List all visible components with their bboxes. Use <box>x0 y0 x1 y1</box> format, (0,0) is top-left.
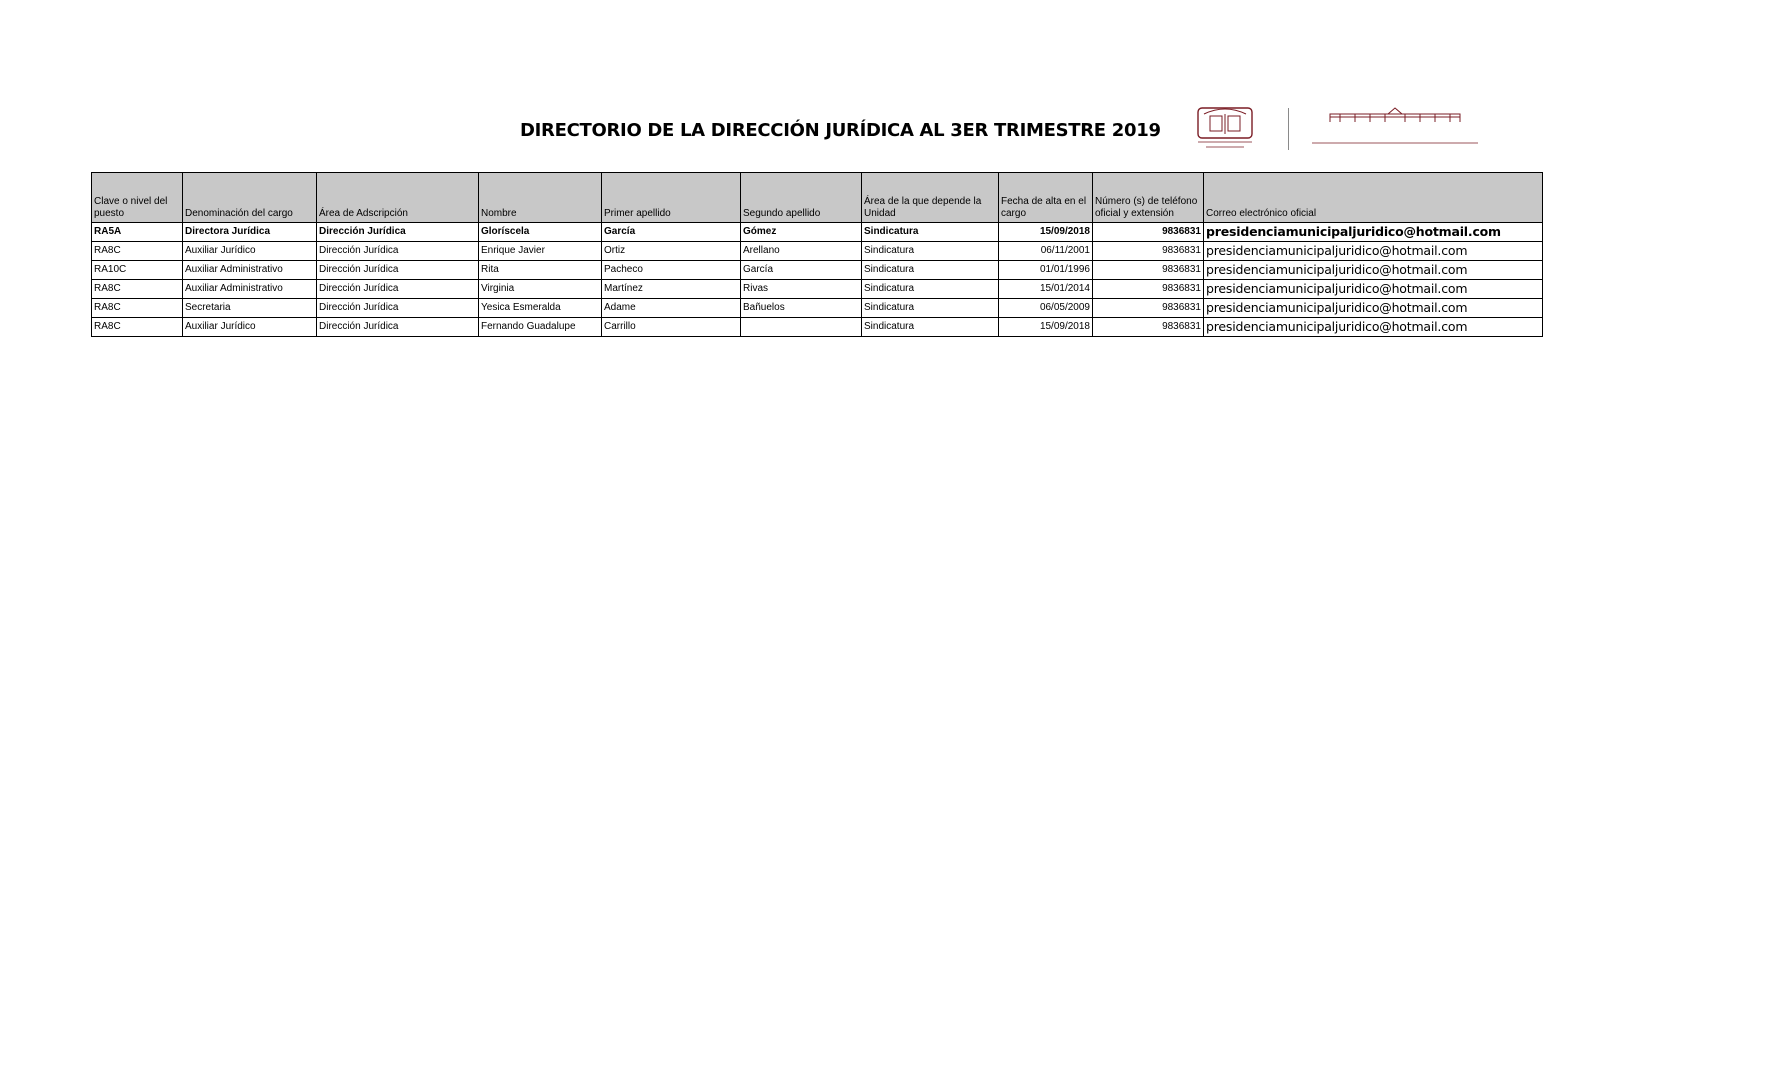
table-cell: Fernando Guadalupe <box>479 318 602 337</box>
table-cell: RA10C <box>92 261 183 280</box>
email-link[interactable]: presidenciamunicipaljuridico@hotmail.com <box>1204 318 1543 337</box>
table-cell: Dirección Jurídica <box>317 280 479 299</box>
table-cell <box>741 318 862 337</box>
table-cell: Sindicatura <box>862 299 999 318</box>
table-cell: 01/01/1996 <box>999 261 1093 280</box>
column-header: Número (s) de teléfono oficial y extensión <box>1093 173 1204 223</box>
table-cell: 9836831 <box>1093 242 1204 261</box>
email-link[interactable]: presidenciamunicipaljuridico@hotmail.com <box>1204 261 1543 280</box>
table-row <box>92 242 1543 261</box>
table-cell: Enrique Javier <box>479 242 602 261</box>
fresnillo-logo-icon <box>1310 106 1480 150</box>
table-cell: Bañuelos <box>741 299 862 318</box>
table-cell: 9836831 <box>1093 261 1204 280</box>
table-cell: García <box>602 223 741 242</box>
email-link[interactable]: presidenciamunicipaljuridico@hotmail.com <box>1204 242 1543 261</box>
table-cell: Pacheco <box>602 261 741 280</box>
column-header: Segundo apellido <box>741 173 862 223</box>
email-link[interactable]: presidenciamunicipaljuridico@hotmail.com <box>1204 280 1543 299</box>
table-cell: Sindicatura <box>862 318 999 337</box>
column-header: Nombre <box>479 173 602 223</box>
table-cell: 15/09/2018 <box>999 223 1093 242</box>
table-cell: Yesica Esmeralda <box>479 299 602 318</box>
table-cell: 06/11/2001 <box>999 242 1093 261</box>
table-cell: Ortiz <box>602 242 741 261</box>
column-header: Clave o nivel del puesto <box>92 173 183 223</box>
table-cell: Sindicatura <box>862 261 999 280</box>
table-cell: 9836831 <box>1093 299 1204 318</box>
table-cell: Auxiliar Jurídico <box>183 318 317 337</box>
table-cell: RA8C <box>92 242 183 261</box>
table-cell: Auxiliar Jurídico <box>183 242 317 261</box>
table-cell: RA8C <box>92 280 183 299</box>
table-cell: Gómez <box>741 223 862 242</box>
column-header: Primer apellido <box>602 173 741 223</box>
table-row <box>92 318 1543 337</box>
table-cell: 9836831 <box>1093 318 1204 337</box>
table-cell: 9836831 <box>1093 280 1204 299</box>
table-cell: Carrillo <box>602 318 741 337</box>
table-cell: 9836831 <box>1093 223 1204 242</box>
table-cell: 06/05/2009 <box>999 299 1093 318</box>
column-header: Área de la que depende la Unidad <box>862 173 999 223</box>
table-cell: 15/09/2018 <box>999 318 1093 337</box>
table-cell: Auxiliar Administrativo <box>183 280 317 299</box>
column-header: Denominación del cargo <box>183 173 317 223</box>
table-cell: Sindicatura <box>862 223 999 242</box>
column-header: Área de Adscripción <box>317 173 479 223</box>
directory-table <box>91 172 1543 337</box>
email-link[interactable]: presidenciamunicipaljuridico@hotmail.com <box>1204 299 1543 318</box>
logo-divider <box>1288 108 1289 150</box>
email-link[interactable]: presidenciamunicipaljuridico@hotmail.com <box>1204 223 1543 242</box>
table-cell: Dirección Jurídica <box>317 242 479 261</box>
table-cell: Arellano <box>741 242 862 261</box>
table-cell: Dirección Jurídica <box>317 261 479 280</box>
table-cell: García <box>741 261 862 280</box>
table-cell: Sindicatura <box>862 242 999 261</box>
table-row <box>92 299 1543 318</box>
table-cell: Dirección Jurídica <box>317 223 479 242</box>
table-row <box>92 261 1543 280</box>
table-cell: RA8C <box>92 299 183 318</box>
table-cell: Sindicatura <box>862 280 999 299</box>
table-row <box>92 223 1543 242</box>
table-cell: Adame <box>602 299 741 318</box>
column-header: Fecha de alta en el cargo <box>999 173 1093 223</box>
municipal-crest-icon <box>1190 106 1260 152</box>
table-cell: Directora Jurídica <box>183 223 317 242</box>
table-row <box>92 280 1543 299</box>
table-cell: RA8C <box>92 318 183 337</box>
table-cell: Dirección Jurídica <box>317 299 479 318</box>
table-cell: Dirección Jurídica <box>317 318 479 337</box>
table-header-row <box>92 173 1543 223</box>
page-title: DIRECTORIO DE LA DIRECCIÓN JURÍDICA AL 3ER TRIMESTRE 2019 <box>520 120 1161 141</box>
table-cell: Virginia <box>479 280 602 299</box>
table-cell: Auxiliar Administrativo <box>183 261 317 280</box>
table-cell: Rivas <box>741 280 862 299</box>
table-cell: Rita <box>479 261 602 280</box>
column-header: Correo electrónico oficial <box>1204 173 1543 223</box>
table-cell: Martínez <box>602 280 741 299</box>
table-cell: 15/01/2014 <box>999 280 1093 299</box>
table-cell: Secretaria <box>183 299 317 318</box>
table-cell: Gloríscela <box>479 223 602 242</box>
table-cell: RA5A <box>92 223 183 242</box>
